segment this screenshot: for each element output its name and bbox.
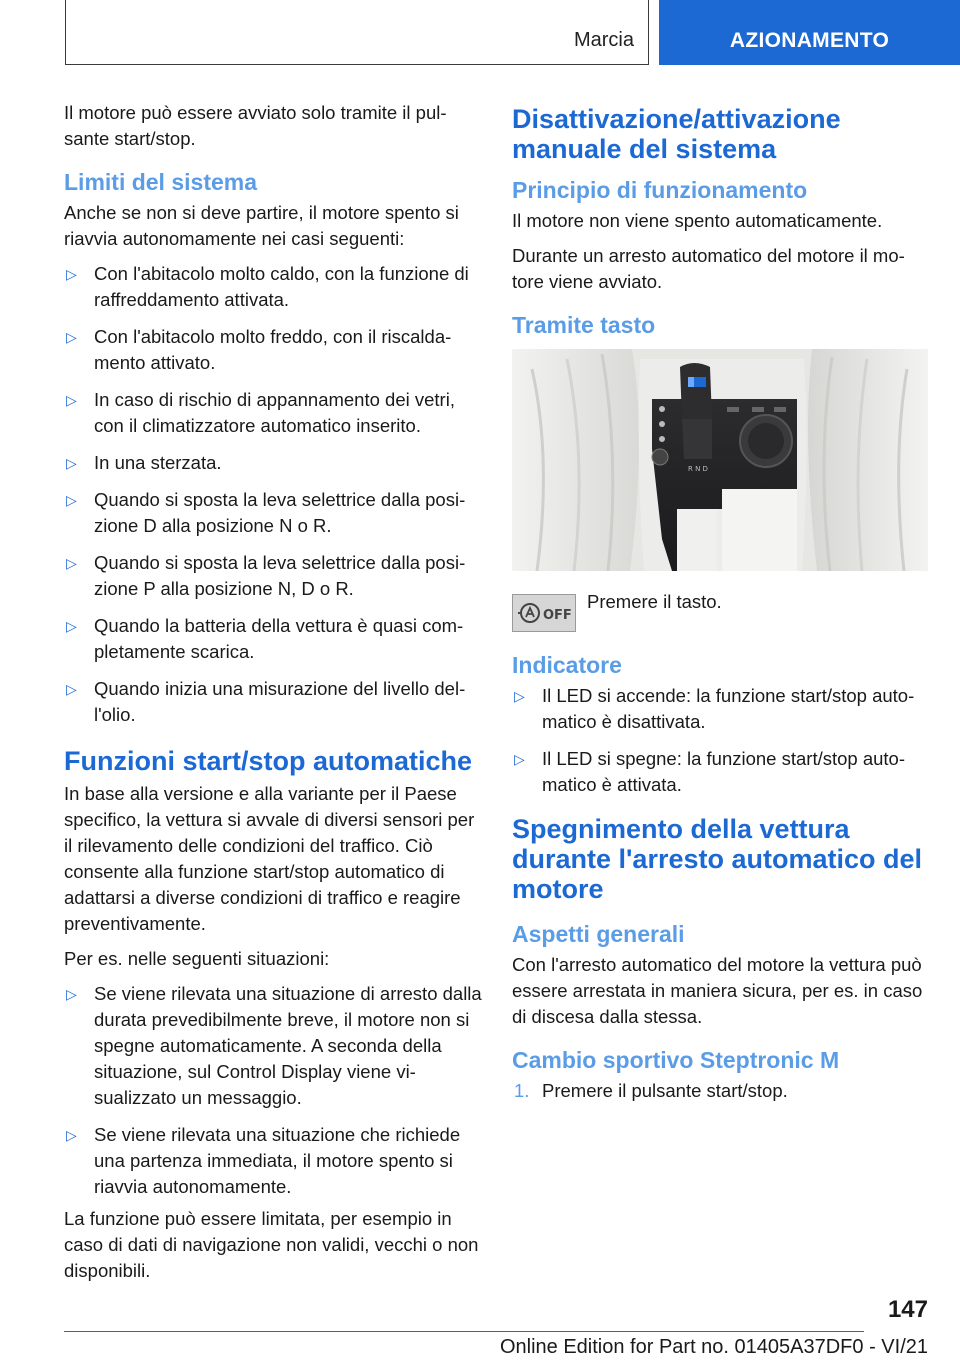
triangle-right-icon: ▷ — [66, 986, 77, 1002]
svg-text:R N D: R N D — [688, 465, 708, 473]
triangle-right-icon: ▷ — [66, 555, 77, 571]
header-frame — [65, 0, 649, 65]
button-heading: Tramite tasto — [512, 312, 656, 338]
triangle-right-icon: ▷ — [66, 492, 77, 508]
triangle-right-icon: ▷ — [66, 1127, 77, 1143]
left-column — [64, 100, 482, 1293]
list-item-text: In una sterzata. — [94, 452, 222, 473]
intro-paragraph: Il motore può essere avviato solo tramite il pul-sante start/stop. — [64, 102, 447, 149]
header-section-title: Marcia — [573, 29, 634, 51]
step-text: Premere il pulsante start/stop. — [542, 1080, 788, 1101]
limits-heading: Limiti del sistema — [64, 169, 258, 195]
auto-functions-text: In base alla versione e alla variante per il Paese specifico, la vettura si avvale di diversi sensori per il rilevamento delle condizioni del traffico. Ciò consente alla funzione start/stop automatico di adattarsi a diverse condizioni di traffico e reagire preventivamente. — [64, 783, 475, 934]
list-item — [64, 261, 482, 313]
triangle-right-icon: ▷ — [514, 751, 525, 767]
general-aspects-heading: Aspetti generali — [512, 921, 685, 947]
list-item-text: Quando si sposta la leva selettrice dalla posi-zione D alla posizione N o R. — [94, 489, 466, 536]
auto-start-stop-off-icon — [512, 594, 576, 632]
footer-divider — [64, 1331, 864, 1332]
steptronic-heading: Cambio sportivo Steptronic M — [512, 1047, 840, 1073]
triangle-right-icon: ▷ — [66, 681, 77, 697]
header-chapter-tab[interactable]: AZIONAMENTO — [659, 0, 960, 65]
indicator-heading: Indicatore — [512, 652, 622, 678]
list-item — [64, 324, 482, 376]
triangle-right-icon: ▷ — [66, 329, 77, 345]
list-item — [64, 450, 482, 476]
list-item-text: Con l'abitacolo molto caldo, con la funzione di raffreddamento attivata. — [94, 263, 469, 310]
list-item-text: Se viene rilevata una situazione che richiede una partenza immediata, il motore spento si riavvia autonomamente. — [94, 1124, 461, 1197]
right-column — [512, 100, 928, 1104]
list-item-text: In caso di rischio di appannamento dei vetri, con il climatizzatore automatico inserito. — [94, 389, 455, 436]
list-item-text: Il LED si spegne: la funzione start/stop auto-matico è attivata. — [542, 748, 906, 795]
list-item-text: Quando si sposta la leva selettrice dalla posi-zione P alla posizione N, D o R. — [94, 552, 466, 599]
auto-functions-list — [64, 981, 482, 1200]
auto-functions-limitation: La funzione può essere limitata, per esempio in caso di dati di navigazione non validi, vecchi o non disponibili. — [64, 1208, 479, 1281]
auto-functions-example-intro: Per es. nelle seguenti situazioni: — [64, 948, 330, 969]
manual-toggle-heading: Disattivazione/attivazione manuale del sistema — [512, 104, 841, 164]
list-item — [64, 613, 482, 665]
list-item — [512, 746, 928, 798]
triangle-right-icon: ▷ — [66, 455, 77, 471]
limits-text: Anche se non si deve partire, il motore spento si riavvia autonomamente nei casi seguenti: — [64, 202, 459, 249]
center-console-illustration — [512, 349, 928, 571]
step-number: 1. — [514, 1080, 530, 1101]
list-item-text: Quando inizia una misurazione del livello del-l'olio. — [94, 678, 466, 725]
off-icon-text: OFF — [543, 608, 572, 623]
steptronic-steps — [512, 1078, 928, 1104]
center-console-photo — [512, 349, 928, 571]
triangle-right-icon: ▷ — [514, 688, 525, 704]
shutdown-heading: Spegnimento della vettura durante l'arresto automatico del motore — [512, 814, 923, 904]
principle-text-1: Il motore non viene spento automaticamente. — [512, 210, 883, 231]
triangle-right-icon: ▷ — [66, 392, 77, 408]
list-item — [64, 487, 482, 539]
footer-edition: Online Edition for Part no. 01405A37DF0 - VI/21 — [499, 1336, 928, 1358]
triangle-right-icon: ▷ — [66, 266, 77, 282]
list-item — [64, 550, 482, 602]
press-button-text: Premere il tasto. — [587, 591, 722, 612]
off-button-row — [512, 589, 928, 629]
list-item — [64, 387, 482, 439]
general-aspects-text: Con l'arresto automatico del motore la vettura può essere arrestata in maniera sicura, per es. in caso di discesa dalla stessa. — [512, 954, 923, 1027]
list-item-text: Quando la batteria della vettura è quasi com-pletamente scarica. — [94, 615, 464, 662]
principle-text-2: Durante un arresto automatico del motore il mo-tore viene avviato. — [512, 245, 905, 292]
list-item — [64, 981, 482, 1111]
limits-list — [64, 261, 482, 728]
list-item-text: Il LED si accende: la funzione start/stop auto-matico è disattivata. — [542, 685, 915, 732]
list-item — [512, 1078, 928, 1104]
list-item-text: Con l'abitacolo molto freddo, con il riscalda-mento attivato. — [94, 326, 452, 373]
list-item-text: Se viene rilevata una situazione di arresto dalla durata prevedibilmente breve, il motore non si spegne automaticamente. A seconda della situazione, sul Control Display viene vi-sualizzato un messaggio. — [94, 983, 482, 1108]
indicator-list — [512, 683, 928, 798]
list-item — [64, 1122, 482, 1200]
list-item — [64, 676, 482, 728]
auto-functions-heading: Funzioni start/stop automatiche — [64, 746, 473, 776]
triangle-right-icon: ▷ — [66, 618, 77, 634]
page-number: 147 — [887, 1296, 928, 1323]
list-item — [512, 683, 928, 735]
principle-heading: Principio di funzionamento — [512, 177, 808, 203]
